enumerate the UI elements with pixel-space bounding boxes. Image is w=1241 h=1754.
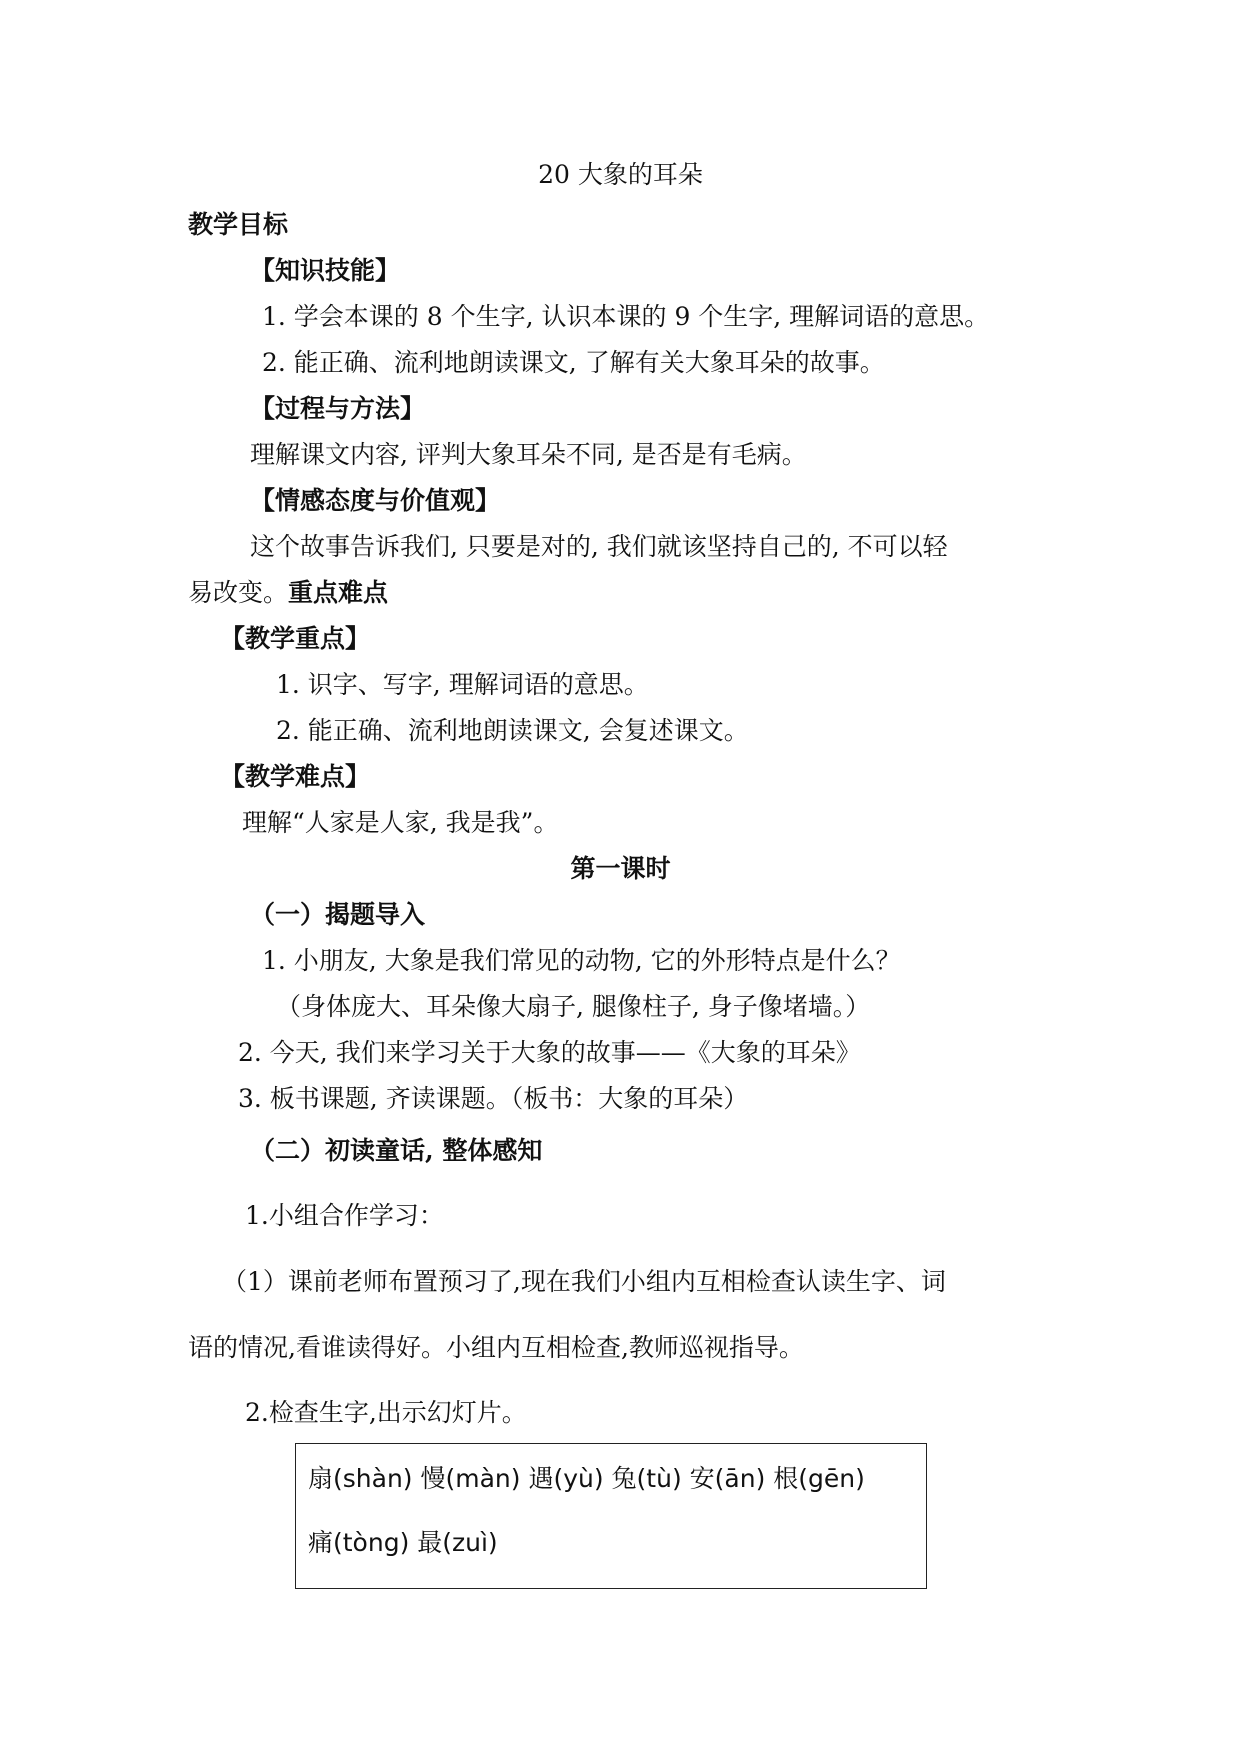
page-title: 20 大象的耳朵 <box>538 160 703 189</box>
vocab-row-1: 扇(shàn) 慢(màn) 遇(yù) 兔(tù) 安(ān) 根(gēn) <box>308 1464 865 1493</box>
part2-step1a-line2: 语的情况,看谁读得好。小组内互相检查,教师巡视指导。 <box>188 1333 804 1362</box>
focus-item-2: 2. 能正确、流利地朗读课文, 会复述课文。 <box>276 716 749 745</box>
process-text: 理解课文内容, 评判大象耳朵不同, 是否是有毛病。 <box>250 440 807 469</box>
part1-q3: 3. 板书课题, 齐读课题。（板书：大象的耳朵） <box>238 1084 749 1113</box>
difficulty-text: 理解“人家是人家, 我是我”。 <box>242 808 559 837</box>
knowledge-heading: 【知识技能】 <box>250 256 401 285</box>
focus-heading: 【教学重点】 <box>220 624 371 653</box>
lesson1-heading: 第一课时 <box>570 854 671 883</box>
part1-heading: （一）揭题导入 <box>250 900 426 929</box>
part2-step1: 1.小组合作学习： <box>245 1201 444 1230</box>
part2-heading: （二）初读童话, 整体感知 <box>250 1136 543 1165</box>
emotion-line-2 <box>188 576 388 610</box>
part1-q1: 1. 小朋友, 大象是我们常见的动物, 它的外形特点是什么？ <box>262 946 901 975</box>
vocab-row-2: 痛(tòng) 最(zuì) <box>308 1528 498 1557</box>
difficulty-heading: 【教学难点】 <box>220 762 371 791</box>
vocab-box <box>295 1443 927 1589</box>
part2-step1a-line1: （1）课前老师布置预习了,现在我们小组内互相检查认读生字、词 <box>222 1267 946 1296</box>
goals-heading: 教学目标 <box>188 210 289 239</box>
emotion-line-1: 这个故事告诉我们, 只要是对的, 我们就该坚持自己的, 不可以轻 <box>250 532 948 561</box>
emotion-line-2-text: 易改变。 <box>188 578 289 607</box>
part2-step2: 2.检查生字,出示幻灯片。 <box>245 1398 527 1427</box>
part1-a1: （身体庞大、耳朵像大扇子, 腿像柱子, 身子像堵墙。） <box>276 992 871 1021</box>
knowledge-item-2: 2. 能正确、流利地朗读课文, 了解有关大象耳朵的故事。 <box>262 348 885 377</box>
part1-q2: 2. 今天, 我们来学习关于大象的故事——《大象的耳朵》 <box>238 1038 861 1067</box>
process-heading: 【过程与方法】 <box>250 394 426 423</box>
emotion-heading: 【情感态度与价值观】 <box>250 486 501 515</box>
focus-difficulty-heading: 重点难点 <box>288 578 389 607</box>
knowledge-item-1: 1. 学会本课的 8 个生字, 认识本课的 9 个生字, 理解词语的意思。 <box>262 302 990 331</box>
focus-item-1: 1. 识字、写字, 理解词语的意思。 <box>276 670 649 699</box>
